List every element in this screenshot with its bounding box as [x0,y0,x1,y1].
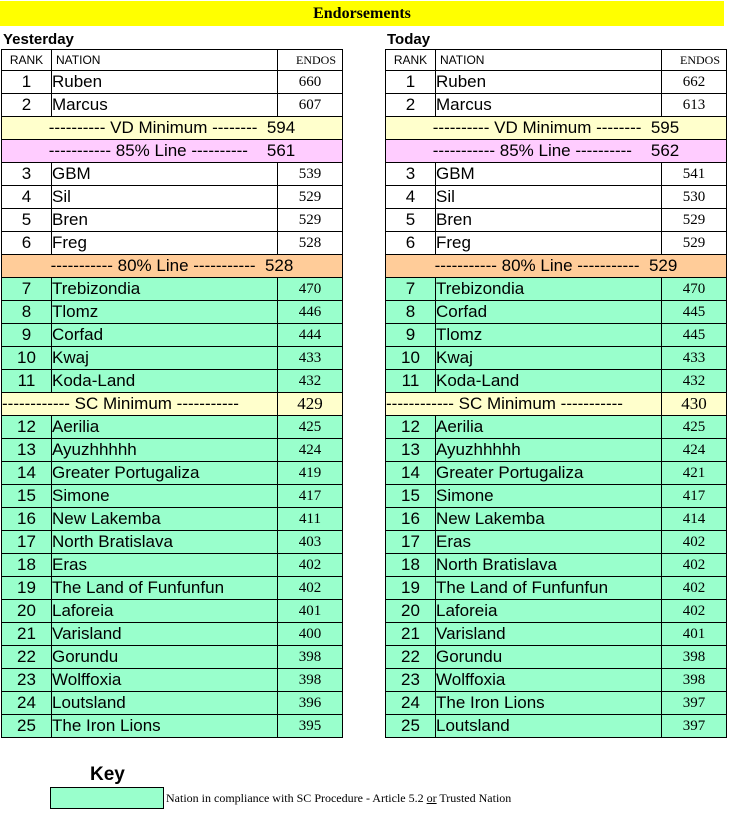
endos-cell: 398 [278,669,343,692]
endos-cell: 398 [662,669,727,692]
endos-cell: 401 [278,600,343,623]
column-header-endos: ENDOS [662,50,727,71]
rank-cell: 25 [386,715,436,738]
endos-cell: 396 [278,692,343,715]
threshold-row-p80 [386,255,727,278]
panel-label: Today [387,31,431,48]
table-row [2,623,343,646]
table-row [2,186,343,209]
nation-cell: Corfad [52,324,278,347]
table-row [2,163,343,186]
rank-cell: 20 [2,600,52,623]
rank-cell: 18 [386,554,436,577]
rank-cell: 13 [2,439,52,462]
nation-cell: New Lakemba [52,508,278,531]
rank-cell: 5 [386,209,436,232]
table-row [2,508,343,531]
nation-cell: Freg [52,232,278,255]
rank-cell: 16 [386,508,436,531]
rank-cell: 12 [2,416,52,439]
endos-cell: 421 [662,462,727,485]
table-row [386,485,727,508]
endos-cell: 397 [662,715,727,738]
table-row [386,554,727,577]
column-header-endos: ENDOS [278,50,343,71]
table-row [386,94,727,117]
threshold-label: ----------- 85% Line ---------- 561 [2,140,343,163]
rank-cell: 1 [386,71,436,94]
threshold-row-p85 [386,140,727,163]
nation-cell: Tlomz [436,324,662,347]
key-row [50,787,511,809]
endos-cell: 470 [662,278,727,301]
rank-cell: 10 [386,347,436,370]
rank-cell: 13 [386,439,436,462]
rank-cell: 3 [386,163,436,186]
rank-cell: 16 [2,508,52,531]
table-row [2,324,343,347]
endos-cell: 403 [278,531,343,554]
nation-cell: North Bratislava [436,554,662,577]
key-legend [50,764,511,809]
table-row [386,692,727,715]
rank-cell: 14 [2,462,52,485]
table-row [2,554,343,577]
table-row [2,669,343,692]
endos-cell: 529 [278,186,343,209]
nation-cell: Trebizondia [436,278,662,301]
nation-cell: Bren [436,209,662,232]
rank-cell: 19 [386,577,436,600]
nation-cell: Tlomz [52,301,278,324]
table-body [2,50,343,738]
rank-cell: 5 [2,209,52,232]
header-row [386,50,727,71]
table-row [2,439,343,462]
endos-cell: 424 [662,439,727,462]
key-desc-after: Trusted Nation [436,790,512,805]
table-row [2,692,343,715]
table-row [386,439,727,462]
rank-cell: 3 [2,163,52,186]
rank-cell: 23 [2,669,52,692]
nation-cell: Sil [436,186,662,209]
endos-cell: 445 [662,301,727,324]
rank-cell: 24 [2,692,52,715]
nation-cell: Simone [52,485,278,508]
panel-today [385,30,727,738]
table-row [2,71,343,94]
nation-cell: Koda-Land [52,370,278,393]
nation-cell: Sil [52,186,278,209]
key-desc-before: Nation in compliance with SC Procedure - Article 5.2 [166,790,427,805]
table-row [2,531,343,554]
table-row [386,623,727,646]
table-row [386,186,727,209]
rank-cell: 12 [386,416,436,439]
nation-cell: Gorundu [52,646,278,669]
nation-cell: Laforeia [52,600,278,623]
endos-cell: 419 [278,462,343,485]
endos-cell: 402 [662,531,727,554]
endos-cell: 425 [662,416,727,439]
table-row [2,347,343,370]
rank-cell: 25 [2,715,52,738]
threshold-row-vd [2,117,343,140]
key-desc-or: or [426,790,437,805]
table-row [386,462,727,485]
rank-cell: 20 [386,600,436,623]
rank-cell: 8 [2,301,52,324]
endos-cell: 444 [278,324,343,347]
rank-cell: 11 [386,370,436,393]
threshold-label: ----------- 80% Line ----------- 528 [2,255,343,278]
nation-cell: The Iron Lions [436,692,662,715]
nation-cell: Aerilia [52,416,278,439]
endos-cell: 424 [278,439,343,462]
endos-cell: 541 [662,163,727,186]
endos-cell: 411 [278,508,343,531]
key-title: Key [90,764,125,785]
threshold-label: ----------- 80% Line ----------- 529 [386,255,727,278]
nation-cell: Varisland [52,623,278,646]
nation-cell: New Lakemba [436,508,662,531]
table-row [386,646,727,669]
endos-cell: 400 [278,623,343,646]
endos-cell: 425 [278,416,343,439]
endos-cell: 613 [662,94,727,117]
table-row [386,232,727,255]
nation-cell: Trebizondia [52,278,278,301]
endos-cell: 662 [662,71,727,94]
rank-cell: 18 [2,554,52,577]
endos-cell: 529 [662,232,727,255]
rank-cell: 8 [386,301,436,324]
nation-cell: Laforeia [436,600,662,623]
endos-cell: 433 [662,347,727,370]
endos-cell: 398 [278,646,343,669]
rank-cell: 4 [2,186,52,209]
table-body [386,50,727,738]
rank-cell: 11 [2,370,52,393]
table-row [386,715,727,738]
endos-cell: 530 [662,186,727,209]
panel-yesterday [1,30,343,738]
endos-cell: 432 [278,370,343,393]
table-row [386,669,727,692]
endos-cell: 529 [278,209,343,232]
table-row [386,416,727,439]
table-row [2,577,343,600]
nation-cell: North Bratislava [52,531,278,554]
column-header-rank: RANK [386,50,436,71]
table-row [386,71,727,94]
threshold-value: 430 [662,393,727,416]
rank-cell: 7 [2,278,52,301]
endos-cell: 402 [278,577,343,600]
nation-cell: Loutsland [436,715,662,738]
endos-cell: 470 [278,278,343,301]
nation-cell: Gorundu [436,646,662,669]
threshold-value: 429 [278,393,343,416]
rank-cell: 6 [386,232,436,255]
nation-cell: Greater Portugaliza [52,462,278,485]
table-row [2,600,343,623]
endos-cell: 660 [278,71,343,94]
rank-cell: 10 [2,347,52,370]
nation-cell: Marcus [52,94,278,117]
table-row [2,485,343,508]
rank-cell: 23 [386,669,436,692]
nation-cell: Simone [436,485,662,508]
threshold-row-p80 [2,255,343,278]
endos-cell: 402 [662,554,727,577]
endos-cell: 432 [662,370,727,393]
endorsement-table [1,49,343,738]
table-row [386,209,727,232]
nation-cell: Wolffoxia [52,669,278,692]
threshold-label: ------------ SC Minimum ----------- [2,393,278,416]
nation-cell: The Land of Funfunfun [52,577,278,600]
endos-cell: 402 [278,554,343,577]
nation-cell: Ruben [52,71,278,94]
table-row [2,209,343,232]
threshold-row-sc [386,393,727,416]
rank-cell: 15 [2,485,52,508]
table-row [386,531,727,554]
table-row [2,370,343,393]
nation-cell: Corfad [436,301,662,324]
rank-cell: 2 [386,94,436,117]
column-header-nation: NATION [52,50,278,71]
rank-cell: 21 [386,623,436,646]
table-row [386,600,727,623]
endos-cell: 398 [662,646,727,669]
endos-cell: 539 [278,163,343,186]
nation-cell: Marcus [436,94,662,117]
rank-cell: 17 [386,531,436,554]
endos-cell: 417 [662,485,727,508]
table-row [2,715,343,738]
panel-label: Yesterday [3,31,74,48]
header-row [2,50,343,71]
endos-cell: 446 [278,301,343,324]
threshold-row-sc [2,393,343,416]
rank-cell: 21 [2,623,52,646]
threshold-row-vd [386,117,727,140]
rank-cell: 9 [386,324,436,347]
endos-cell: 529 [662,209,727,232]
rank-cell: 9 [2,324,52,347]
endos-cell: 528 [278,232,343,255]
nation-cell: Koda-Land [436,370,662,393]
rank-cell: 15 [386,485,436,508]
endos-cell: 397 [662,692,727,715]
nation-cell: Ayuzhhhhh [52,439,278,462]
table-row [2,94,343,117]
table-row [2,278,343,301]
rank-cell: 6 [2,232,52,255]
rank-cell: 22 [2,646,52,669]
endorsement-table [385,49,727,738]
nation-cell: The Iron Lions [52,715,278,738]
key-description [166,791,511,806]
table-row [386,577,727,600]
endos-cell: 433 [278,347,343,370]
column-header-rank: RANK [2,50,52,71]
rank-cell: 1 [2,71,52,94]
table-row [386,163,727,186]
nation-cell: Freg [436,232,662,255]
endos-cell: 417 [278,485,343,508]
rank-cell: 14 [386,462,436,485]
table-row [386,301,727,324]
endos-cell: 401 [662,623,727,646]
nation-cell: The Land of Funfunfun [436,577,662,600]
column-header-nation: NATION [436,50,662,71]
rank-cell: 22 [386,646,436,669]
table-row [386,347,727,370]
nation-cell: Kwaj [52,347,278,370]
endos-cell: 445 [662,324,727,347]
nation-cell: Eras [52,554,278,577]
rank-cell: 2 [2,94,52,117]
table-row [2,646,343,669]
page-title: Endorsements [0,1,724,26]
nation-cell: Greater Portugaliza [436,462,662,485]
table-row [2,232,343,255]
nation-cell: GBM [52,163,278,186]
nation-cell: Ruben [436,71,662,94]
nation-cell: Bren [52,209,278,232]
nation-cell: Wolffoxia [436,669,662,692]
threshold-label: ---------- VD Minimum -------- 595 [386,117,727,140]
rank-cell: 24 [386,692,436,715]
nation-cell: Loutsland [52,692,278,715]
endos-cell: 395 [278,715,343,738]
endos-cell: 402 [662,577,727,600]
rank-cell: 4 [386,186,436,209]
threshold-label: ---------- VD Minimum -------- 594 [2,117,343,140]
table-row [386,324,727,347]
rank-cell: 17 [2,531,52,554]
nation-cell: Varisland [436,623,662,646]
table-row [386,278,727,301]
rank-cell: 19 [2,577,52,600]
table-row [2,462,343,485]
table-row [2,301,343,324]
endos-cell: 414 [662,508,727,531]
endos-cell: 402 [662,600,727,623]
table-row [386,370,727,393]
key-swatch-compliant [50,787,164,809]
nation-cell: Kwaj [436,347,662,370]
nation-cell: GBM [436,163,662,186]
nation-cell: Ayuzhhhhh [436,439,662,462]
threshold-label: ------------ SC Minimum ----------- [386,393,662,416]
threshold-label: ----------- 85% Line ---------- 562 [386,140,727,163]
rank-cell: 7 [386,278,436,301]
endos-cell: 607 [278,94,343,117]
threshold-row-p85 [2,140,343,163]
table-row [386,508,727,531]
nation-cell: Aerilia [436,416,662,439]
table-row [2,416,343,439]
nation-cell: Eras [436,531,662,554]
